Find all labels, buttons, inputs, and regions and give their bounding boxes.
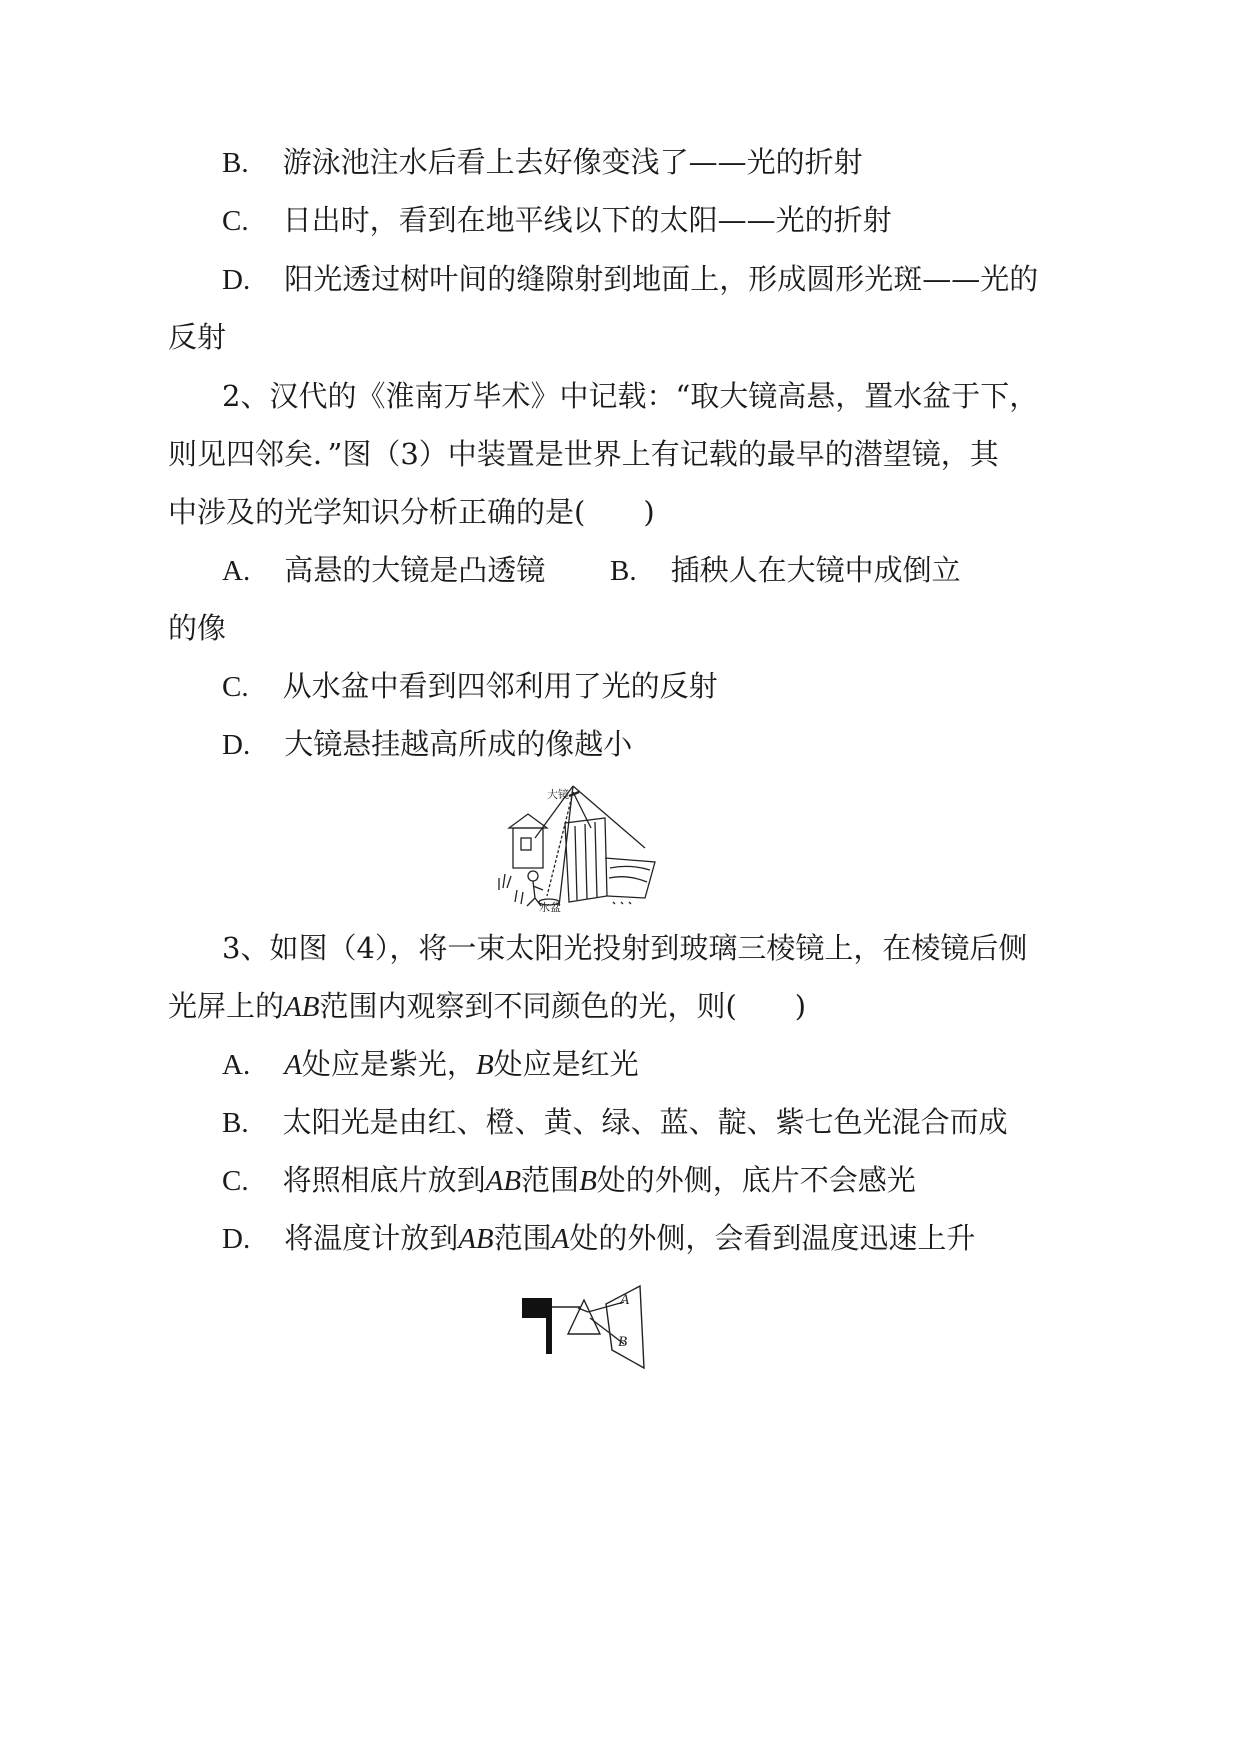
range-label: AB xyxy=(485,1165,522,1197)
q2-stem-line-3: 中涉及的光学知识分析正确的是( ) xyxy=(168,495,655,529)
point-label: A xyxy=(284,1049,302,1081)
option-text: 游泳池注水后看上去好像变浅了——光的折射 xyxy=(282,145,863,179)
slit-screen xyxy=(546,1298,552,1354)
label-b: B xyxy=(618,1334,628,1350)
option-text: 处的外侧，会看到温度迅速上升 xyxy=(569,1221,976,1255)
q3-option-b xyxy=(222,1102,1008,1143)
q2-stem-line-1: 2、汉代的《淮南万毕术》中记载：“取大镜高悬，置水盆于下， xyxy=(222,379,1039,413)
q3-option-d xyxy=(222,1218,975,1259)
q3-stem-line-2 xyxy=(168,986,806,1027)
option-letter: C. xyxy=(222,205,249,237)
option-letter: D. xyxy=(222,729,251,761)
option-letter: C. xyxy=(222,1165,249,1197)
q2-option-b xyxy=(610,550,961,591)
q1-option-d xyxy=(222,259,1038,300)
option-text: 处应是红光 xyxy=(493,1047,639,1081)
stem-text: 光屏上的 xyxy=(168,989,285,1023)
q2-stem-line-2: 则见四邻矣．”图（3）中装置是世界上有记载的最早的潜望镜，其 xyxy=(168,437,999,471)
q3-option-c xyxy=(222,1160,916,1201)
q1-option-b xyxy=(222,142,863,183)
option-text: 日出时，看到在地平线以下的太阳——光的折射 xyxy=(282,203,892,237)
option-text: 范围 xyxy=(493,1221,552,1255)
option-text: 处的外侧，底片不会感光 xyxy=(596,1163,916,1197)
option-text: 大镜悬挂越高所成的像越小 xyxy=(284,727,633,761)
mirror-label: 大镜 xyxy=(547,788,569,801)
option-text: 范围 xyxy=(521,1163,580,1197)
option-letter: A. xyxy=(222,555,251,587)
q3-option-a xyxy=(222,1044,639,1085)
range-label: AB xyxy=(284,991,320,1023)
option-text: 阳光透过树叶间的缝隙射到地面上，形成圆形光斑——光的 xyxy=(284,262,1039,296)
option-text: 从水盆中看到四邻利用了光的反射 xyxy=(282,669,718,703)
range-label: AB xyxy=(458,1223,494,1255)
point-label: A xyxy=(551,1223,570,1255)
point-label: B xyxy=(579,1165,597,1197)
q2-option-d xyxy=(222,724,632,765)
point-label: B xyxy=(475,1049,494,1081)
option-letter: B. xyxy=(222,147,249,179)
q2-option-a xyxy=(222,550,545,591)
option-text: 将温度计放到 xyxy=(284,1221,459,1255)
q1-option-c xyxy=(222,200,892,241)
q2-option-c xyxy=(222,666,718,707)
option-letter: A. xyxy=(222,1049,251,1081)
option-letter: B. xyxy=(610,555,637,587)
option-text: 高悬的大镜是凸透镜 xyxy=(284,553,546,587)
basin-label: 水盆 xyxy=(539,901,561,912)
option-text: 将照相底片放到 xyxy=(282,1163,486,1197)
label-a: A xyxy=(620,1292,630,1308)
option-text: 插秧人在大镜中成倒立 xyxy=(670,553,961,587)
prism-figure xyxy=(520,1282,660,1374)
option-letter: D. xyxy=(222,264,251,296)
option-text: 太阳光是由红、橙、黄、绿、蓝、靛、紫七色光混合而成 xyxy=(282,1105,1008,1139)
option-letter: C. xyxy=(222,671,249,703)
prism xyxy=(568,1300,600,1334)
q1-option-d-continuation: 反射 xyxy=(168,320,227,354)
q2-option-b-continuation: 的像 xyxy=(168,611,227,645)
periscope-figure xyxy=(495,778,665,912)
light-source-block xyxy=(522,1298,550,1318)
q3-stem-line-1: 3、如图（4），将一束太阳光投射到玻璃三棱镜上，在棱镜后侧 xyxy=(222,931,1028,965)
stem-text: 范围内观察到不同颜色的光，则( ) xyxy=(319,989,807,1023)
option-letter: D. xyxy=(222,1223,251,1255)
option-text: 处应是紫光， xyxy=(301,1047,476,1081)
option-letter: B. xyxy=(222,1107,249,1139)
